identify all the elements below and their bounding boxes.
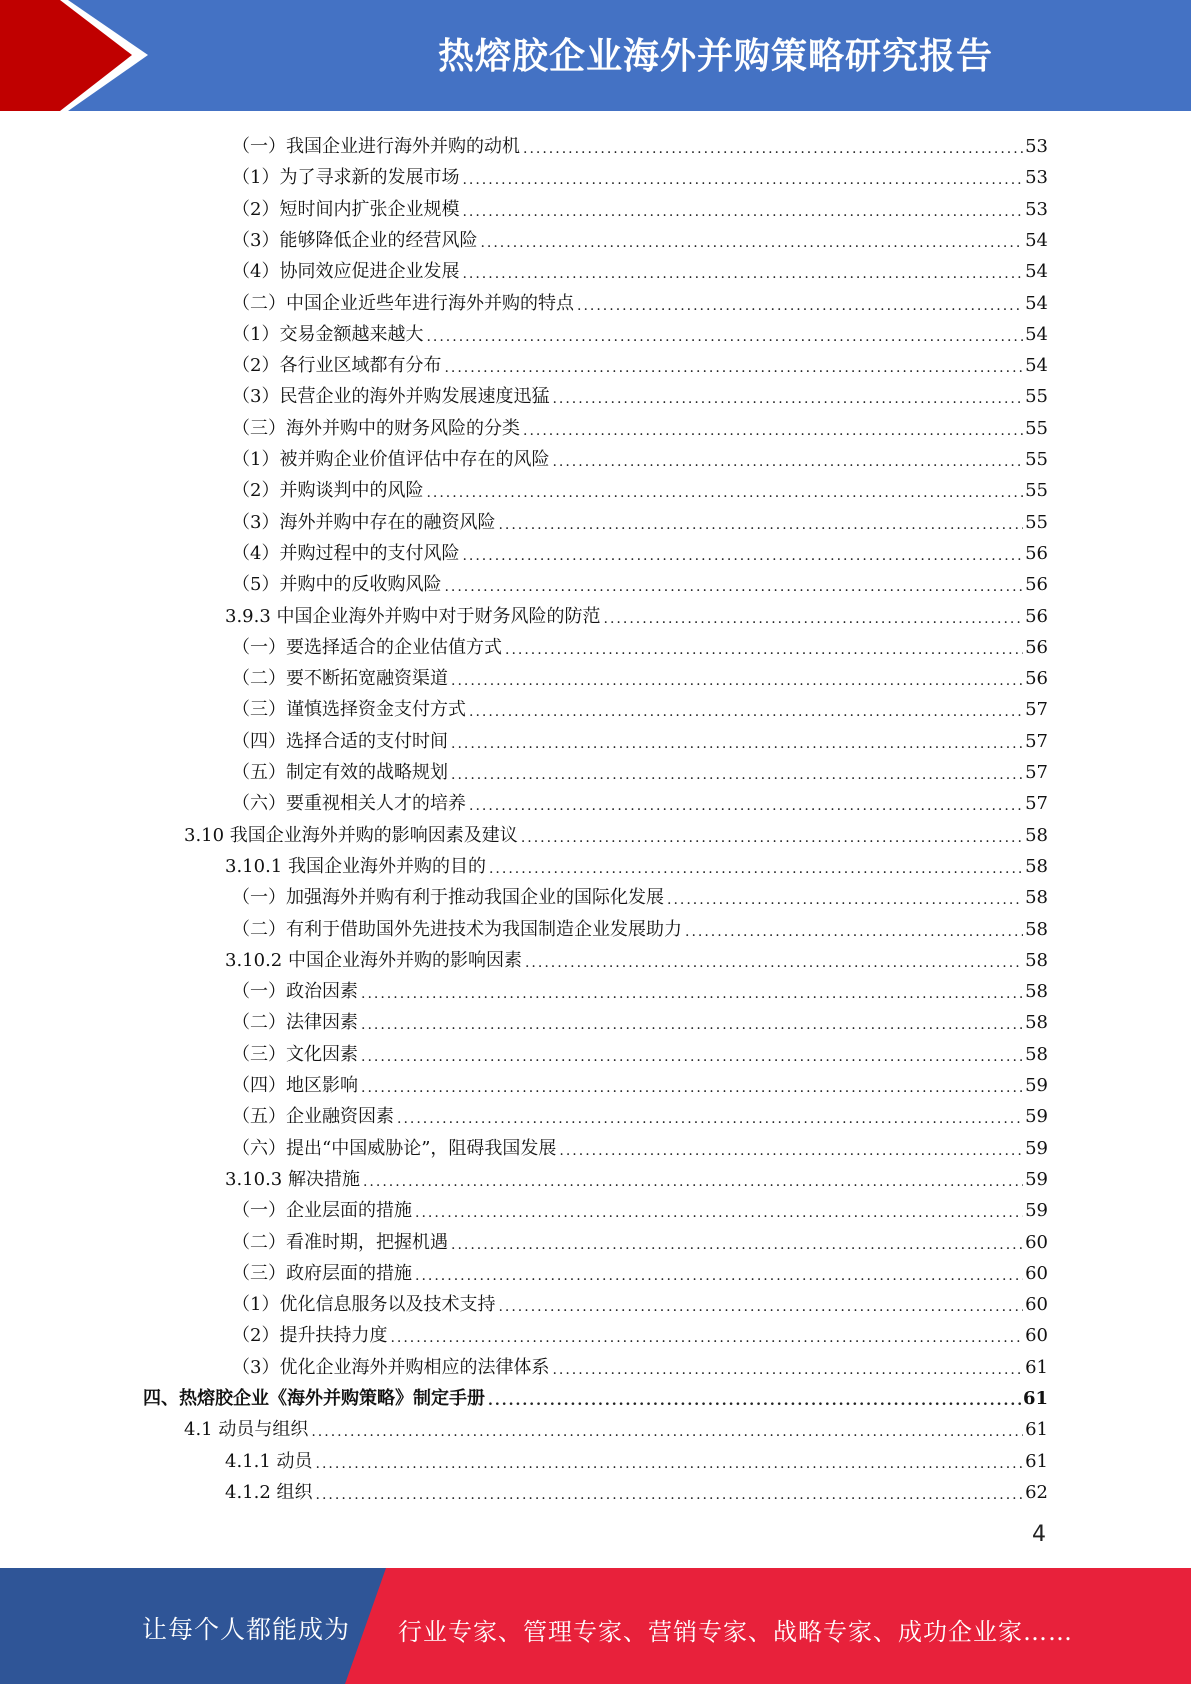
toc-entry[interactable] [225, 847, 1048, 878]
footer-slogan-right: 行业专家、管理专家、营销专家、战略专家、成功企业家…… [398, 1618, 1073, 1646]
toc-entry-page: 56 [1025, 636, 1048, 658]
toc-entry[interactable] [225, 597, 1048, 628]
toc-entry[interactable] [225, 941, 1048, 972]
toc-entry-page: 59 [1025, 1137, 1048, 1159]
report-title: 热熔胶企业海外并购策略研究报告 [437, 36, 993, 77]
toc-entry-title: （3）能够降低企业的经营风险 [232, 229, 478, 251]
toc-dot-leader [525, 954, 1023, 972]
toc-dot-leader [426, 328, 1023, 346]
toc-dot-leader [523, 140, 1023, 158]
toc-dot-leader [667, 891, 1023, 909]
toc-entry-title: （二）看准时期，把握机遇 [232, 1231, 448, 1253]
toc-entry-page: 57 [1025, 699, 1048, 721]
toc-entry-page: 53 [1025, 136, 1048, 157]
page-footer [0, 1568, 1191, 1684]
toc-entry-title: 4.1 动员与组织 [184, 1419, 309, 1441]
toc-entry-title: （二）要不断拓宽融资渠道 [232, 668, 448, 690]
toc-entry-title: （1）交易金额越来越大 [232, 323, 424, 345]
toc-dot-leader [361, 1048, 1023, 1066]
toc-dot-leader [480, 234, 1023, 252]
toc-entry-title: （3）海外并购中存在的融资风险 [232, 511, 496, 533]
toc-dot-leader [505, 641, 1023, 659]
toc-entry[interactable] [232, 534, 1048, 565]
toc-dot-leader [552, 453, 1023, 471]
toc-dot-leader [451, 672, 1023, 690]
toc-dot-leader [311, 1423, 1023, 1441]
toc-entry-page: 56 [1025, 605, 1048, 627]
toc-entry[interactable] [232, 503, 1048, 534]
toc-dot-leader [451, 735, 1023, 753]
toc-dot-leader [552, 1361, 1023, 1379]
toc-entry[interactable] [232, 690, 1048, 721]
toc-entry-title: （三）文化因素 [232, 1043, 358, 1065]
toc-entry-title: （三）海外并购中的财务风险的分类 [232, 417, 520, 439]
toc-entry-title: （一）企业层面的措施 [232, 1200, 412, 1222]
toc-entry[interactable] [225, 1473, 1048, 1504]
toc-entry-page: 59 [1025, 1106, 1048, 1128]
toc-dot-leader [316, 1455, 1024, 1473]
toc-entry-page: 61 [1022, 1388, 1048, 1409]
toc-dot-leader [462, 171, 1023, 189]
toc-entry-title: （1）被并购企业价值评估中存在的风险 [232, 449, 550, 470]
toc-entry[interactable] [232, 1191, 1048, 1222]
toc-entry[interactable] [232, 753, 1048, 784]
toc-entry-title: 3.9.3 中国企业海外并购中对于财务风险的防范 [225, 605, 601, 627]
toc-entry-page: 59 [1025, 1075, 1048, 1096]
toc-entry-title: （四）地区影响 [232, 1075, 358, 1096]
toc-entry[interactable] [232, 628, 1048, 659]
toc-entry[interactable] [232, 1348, 1048, 1379]
toc-dot-leader [559, 1142, 1023, 1160]
toc-entry[interactable] [232, 471, 1048, 502]
toc-dot-leader [451, 1236, 1023, 1254]
toc-entry-title: （一）我国企业进行海外并购的动机 [232, 136, 520, 157]
toc-entry-title: （二）法律因素 [232, 1012, 358, 1034]
toc-entry-title: （二）有利于借助国外先进技术为我国制造企业发展助力 [232, 918, 682, 940]
toc-entry-page: 55 [1025, 480, 1048, 502]
toc-entry-page: 58 [1025, 1043, 1048, 1065]
toc-entry[interactable] [232, 284, 1048, 315]
toc-entry-title: 4.1.2 组织 [225, 1481, 313, 1503]
toc-entry-page: 53 [1025, 198, 1048, 220]
toc-entry[interactable] [232, 221, 1048, 252]
toc-dot-leader [415, 1267, 1023, 1285]
toc-entry[interactable] [232, 409, 1048, 440]
toc-dot-leader [521, 829, 1023, 847]
toc-entry[interactable] [232, 565, 1048, 596]
toc-entry[interactable] [232, 910, 1048, 941]
toc-entry-page: 54 [1025, 323, 1048, 345]
toc-entry-title: （四）选择合适的支付时间 [232, 730, 448, 752]
toc-entry[interactable] [225, 1160, 1048, 1191]
toc-dot-leader [426, 484, 1023, 502]
toc-entry-page: 53 [1025, 167, 1048, 189]
toc-entry[interactable] [232, 1003, 1048, 1034]
toc-dot-leader [390, 1329, 1023, 1347]
toc-entry-title: （六）提出“中国威胁论”，阻碍我国发展 [232, 1137, 557, 1159]
toc-dot-leader [577, 297, 1023, 315]
toc-entry[interactable] [232, 158, 1048, 189]
toc-entry-page: 55 [1025, 449, 1048, 470]
toc-entry-title: （4）协同效应促进企业发展 [232, 261, 460, 283]
toc-entry[interactable] [232, 127, 1048, 158]
toc-entry[interactable] [232, 346, 1048, 377]
toc-entry-page: 58 [1025, 981, 1048, 1003]
toc-entry-title: （三）政府层面的措施 [232, 1262, 412, 1284]
toc-entry[interactable] [232, 972, 1048, 1003]
toc-dot-leader [523, 422, 1023, 440]
toc-dot-leader [444, 359, 1023, 377]
toc-entry-title: 4.1.1 动员 [225, 1450, 313, 1472]
toc-entry[interactable] [225, 1442, 1048, 1473]
toc-entry[interactable] [232, 1066, 1048, 1097]
toc-entry-title: （2）并购谈判中的风险 [232, 480, 424, 502]
page-number: 4 [1032, 1522, 1046, 1547]
toc-entry-page: 57 [1025, 730, 1048, 752]
toc-dot-leader [397, 1110, 1023, 1128]
toc-entry[interactable] [232, 659, 1048, 690]
toc-entry-title: （2）短时间内扩张企业规模 [232, 198, 460, 220]
toc-entry[interactable] [184, 816, 1048, 847]
toc-entry-page: 54 [1025, 261, 1048, 283]
toc-entry-title: 3.10.2 中国企业海外并购的影响因素 [225, 949, 522, 971]
footer-slogan-left: 让每个人都能成为 [142, 1615, 351, 1644]
header-arrow-decoration [0, 0, 160, 111]
toc-entry-title: （5）并购中的反收购风险 [232, 574, 442, 596]
toc-entry-page: 58 [1025, 824, 1048, 846]
toc-entry[interactable] [232, 1285, 1048, 1316]
toc-entry-page: 61 [1025, 1356, 1048, 1378]
toc-entry-page: 55 [1025, 386, 1048, 408]
toc-entry-title: （4）并购过程中的支付风险 [232, 542, 460, 564]
toc-entry-title: （三）谨慎选择资金支付方式 [232, 699, 466, 721]
toc-entry-page: 61 [1025, 1419, 1048, 1441]
toc-entry-title: （1）优化信息服务以及技术支持 [232, 1294, 496, 1316]
toc-entry[interactable] [232, 784, 1048, 815]
toc-entry-title: （二）中国企业近些年进行海外并购的特点 [232, 292, 574, 314]
toc-dot-leader [361, 985, 1023, 1003]
toc-entry-page: 56 [1025, 668, 1048, 690]
toc-entry-title: 3.10.1 我国企业海外并购的目的 [225, 855, 486, 877]
toc-entry[interactable] [232, 440, 1048, 471]
toc-entry-page: 60 [1025, 1294, 1048, 1316]
toc-entry-page: 58 [1025, 949, 1048, 971]
toc-entry-title: （3）优化企业海外并购相应的法律体系 [232, 1356, 550, 1378]
toc-entry-page: 54 [1025, 229, 1048, 251]
toc-dot-leader [361, 1079, 1023, 1097]
toc-entry-page: 54 [1025, 292, 1048, 314]
toc-entry-title: （一）加强海外并购有利于推动我国企业的国际化发展 [232, 887, 664, 909]
toc-entry[interactable] [143, 1379, 1048, 1410]
toc-dot-leader [363, 1173, 1023, 1191]
toc-entry-title: 3.10 我国企业海外并购的影响因素及建议 [184, 824, 518, 846]
toc-entry-title: 3.10.3 解决措施 [225, 1168, 360, 1190]
toc-entry-page: 56 [1025, 542, 1048, 564]
toc-entry-page: 58 [1025, 1012, 1048, 1034]
toc-dot-leader [462, 265, 1023, 283]
toc-entry[interactable] [232, 722, 1048, 753]
toc-entry-page: 56 [1025, 574, 1048, 596]
toc-dot-leader [488, 1392, 1021, 1410]
toc-dot-leader [316, 1486, 1024, 1504]
toc-entry[interactable] [232, 1097, 1048, 1128]
toc-entry-page: 54 [1025, 355, 1048, 377]
toc-entry-page: 59 [1025, 1200, 1048, 1222]
toc-entry-title: 四、热熔胶企业《海外并购策略》制定手册 [143, 1388, 485, 1409]
toc-entry-page: 60 [1025, 1325, 1048, 1347]
toc-entry[interactable] [232, 1035, 1048, 1066]
toc-entry-page: 61 [1025, 1450, 1048, 1472]
toc-dot-leader [444, 578, 1023, 596]
toc-dot-leader [604, 610, 1024, 628]
toc-dot-leader [469, 703, 1023, 721]
toc-entry[interactable] [232, 1254, 1048, 1285]
toc-entry-title: （2）各行业区域都有分布 [232, 355, 442, 377]
page-header [0, 0, 1191, 111]
toc-dot-leader [462, 547, 1023, 565]
toc-entry-title: （五）制定有效的战略规划 [232, 762, 448, 783]
toc-entry-page: 60 [1025, 1231, 1048, 1253]
toc-entry[interactable] [184, 1410, 1048, 1441]
toc-entry-page: 59 [1025, 1168, 1048, 1190]
toc-entry-page: 55 [1025, 417, 1048, 439]
toc-dot-leader [489, 860, 1023, 878]
toc-entry[interactable] [232, 252, 1048, 283]
toc-entry-title: （2）提升扶持力度 [232, 1325, 388, 1347]
toc-entry-title: （一）要选择适合的企业估值方式 [232, 636, 502, 658]
toc-dot-leader [415, 1204, 1023, 1222]
toc-entry[interactable] [232, 1129, 1048, 1160]
toc-entry-title: （3）民营企业的海外并购发展速度迅猛 [232, 386, 550, 408]
toc-entry-page: 58 [1025, 887, 1048, 909]
toc-dot-leader [498, 516, 1023, 534]
toc-dot-leader [552, 390, 1023, 408]
toc-dot-leader [361, 1016, 1023, 1034]
toc-entry[interactable] [232, 1316, 1048, 1347]
toc-dot-leader [451, 766, 1023, 784]
toc-entry-title: （一）政治因素 [232, 981, 358, 1003]
toc-dot-leader [462, 203, 1023, 221]
toc-entry-title: （六）要重视相关人才的培养 [232, 793, 466, 815]
toc-dot-leader [685, 923, 1023, 941]
toc-entry[interactable] [232, 878, 1048, 909]
toc-entry[interactable] [232, 1223, 1048, 1254]
toc-entry[interactable] [232, 377, 1048, 408]
toc-entry[interactable] [232, 315, 1048, 346]
toc-dot-leader [469, 797, 1023, 815]
toc-entry-page: 55 [1025, 511, 1048, 533]
toc-dot-leader [498, 1298, 1023, 1316]
toc-entry-page: 57 [1025, 762, 1048, 783]
toc-entry-page: 62 [1025, 1481, 1048, 1503]
toc-entry-page: 57 [1025, 793, 1048, 815]
toc-entry-page: 58 [1025, 918, 1048, 940]
toc-entry-page: 58 [1025, 855, 1048, 877]
toc-entry-title: （1）为了寻求新的发展市场 [232, 167, 460, 189]
toc-entry-page: 60 [1025, 1262, 1048, 1284]
toc-entry[interactable] [232, 190, 1048, 221]
toc-entry-title: （五）企业融资因素 [232, 1106, 394, 1128]
